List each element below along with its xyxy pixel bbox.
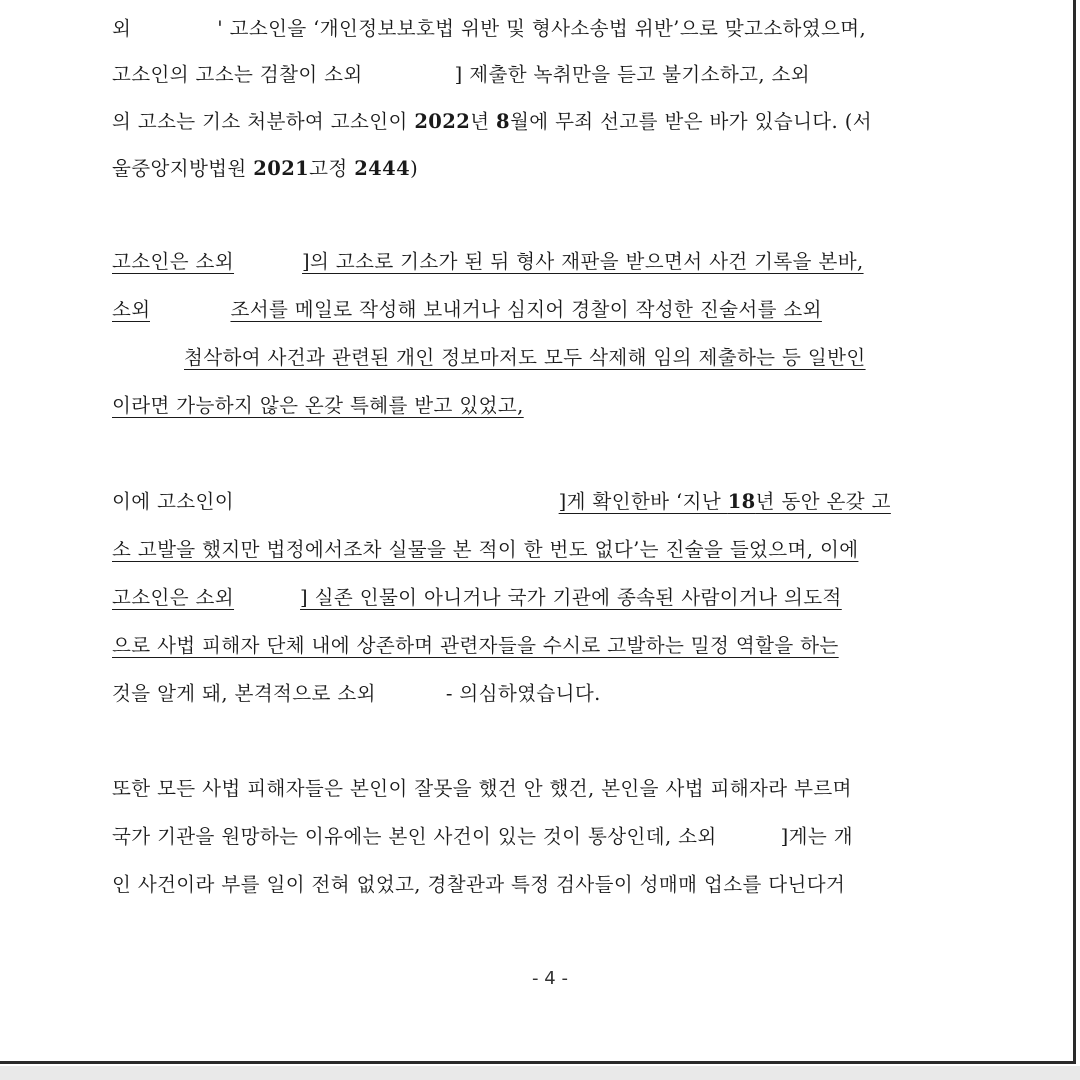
paragraph-3-line-1 [112,485,994,519]
text-segment: 의 고소는 기소 처분하여 고소인이 2022년 8월에 무죄 선고를 받은 바가 있습니다. (서 [112,110,872,133]
text-segment: 것을 알게 돼, 본격적으로 소외 [112,682,376,705]
paragraph-2-line-4 [112,389,994,423]
page-bottom-strip [0,1066,1080,1080]
text-segment: 울중앙지방법원 2021고정 2444) [112,157,419,180]
redaction-gap [234,245,302,279]
numeral: 2444 [354,157,411,180]
paragraph-2-line-3 [112,341,994,375]
text-segment: 이에 고소인이 [112,490,241,513]
redaction [717,825,781,851]
text-segment: 첨삭하여 사건과 관련된 개인 정보마저도 모두 삭제해 임의 제출하는 등 일반인 [184,346,866,369]
text-segment: 으로 사법 피해자 단체 내에 상존하며 관련자들을 수시로 고발하는 밀정 역할을 하는 [112,634,839,657]
text-segment: 조서를 메일로 작성해 보내거나 심지어 경찰이 작성한 진술서를 소외 [230,298,822,321]
text-segment: 또한 모든 사법 피해자들은 본인이 잘못을 했건 안 했건, 본인을 사법 피해자라 부르며 [112,777,852,800]
text-segment: ]게 확인한바 ‘지난 18년 동안 온갖 고 [558,490,891,513]
paragraph-3-line-3 [112,581,994,615]
paragraph-3-line-2 [112,533,994,567]
paragraph-4-line-3 [112,868,994,902]
paragraph-2-line-2 [112,293,994,327]
text-segment: 소 고발을 했지만 법정에서조차 실물을 본 적이 한 번도 없다’는 진술을 들었으며, 이에 [112,538,859,561]
text-segment: ]게는 개 [780,825,853,848]
text-segment: 소외 [112,298,151,321]
paragraph-3-line-5 [112,677,994,711]
paragraph-1-line-1 [112,12,994,46]
text-segment: - 의심하였습니다. [445,682,601,705]
redaction [363,63,455,89]
text-segment: 인 사건이라 부를 일이 전혀 없었고, 경찰관과 특정 검사들이 성매매 업소를 다닌다거 [112,873,846,896]
text-segment: 국가 기관을 원망하는 이유에는 본인 사건이 있는 것이 통상인데, 소외 [112,825,717,848]
text-segment: 고소인은 소외 [112,250,235,273]
paragraph-1-line-4 [112,152,994,186]
paragraph-1-line-3 [112,105,994,139]
numeral: 8 [496,110,510,133]
text-segment: 고소인은 소외 [112,586,235,609]
redaction [131,17,217,43]
text-segment: ' 고소인을 ‘개인정보보호법 위반 및 형사소송법 위반’으로 맞고소하였으며, [217,17,867,40]
page-number: - 4 - [532,968,568,989]
redaction [150,298,230,324]
numeral: 2022 [414,110,471,133]
text-segment: 외 [112,17,132,40]
text-segment: ]의 고소로 기소가 된 뒤 형사 재판을 받으면서 사건 기록을 본바, [302,250,864,273]
numeral: 2021 [253,157,310,180]
redaction-gap [234,581,300,615]
paragraph-2-line-1 [112,245,994,279]
paragraph-4-line-2 [112,820,994,854]
redaction [376,682,446,708]
text-segment: ] 제출한 녹취만을 듣고 불기소하고, 소외 [454,63,811,86]
text-segment: ] 실존 인물이 아니거나 국가 기관에 종속된 사람이거나 의도적 [300,586,842,609]
paragraph-4-line-1 [112,772,994,806]
numeral: 18 [727,490,756,513]
text-segment: 이라면 가능하지 않은 온갖 특혜를 받고 있었고, [112,394,524,417]
redaction [112,346,184,372]
redaction [241,490,559,516]
paragraph-1-line-2 [112,58,994,92]
text-segment: 고소인의 고소는 검찰이 소외 [112,63,363,86]
paragraph-3-line-4 [112,629,994,663]
